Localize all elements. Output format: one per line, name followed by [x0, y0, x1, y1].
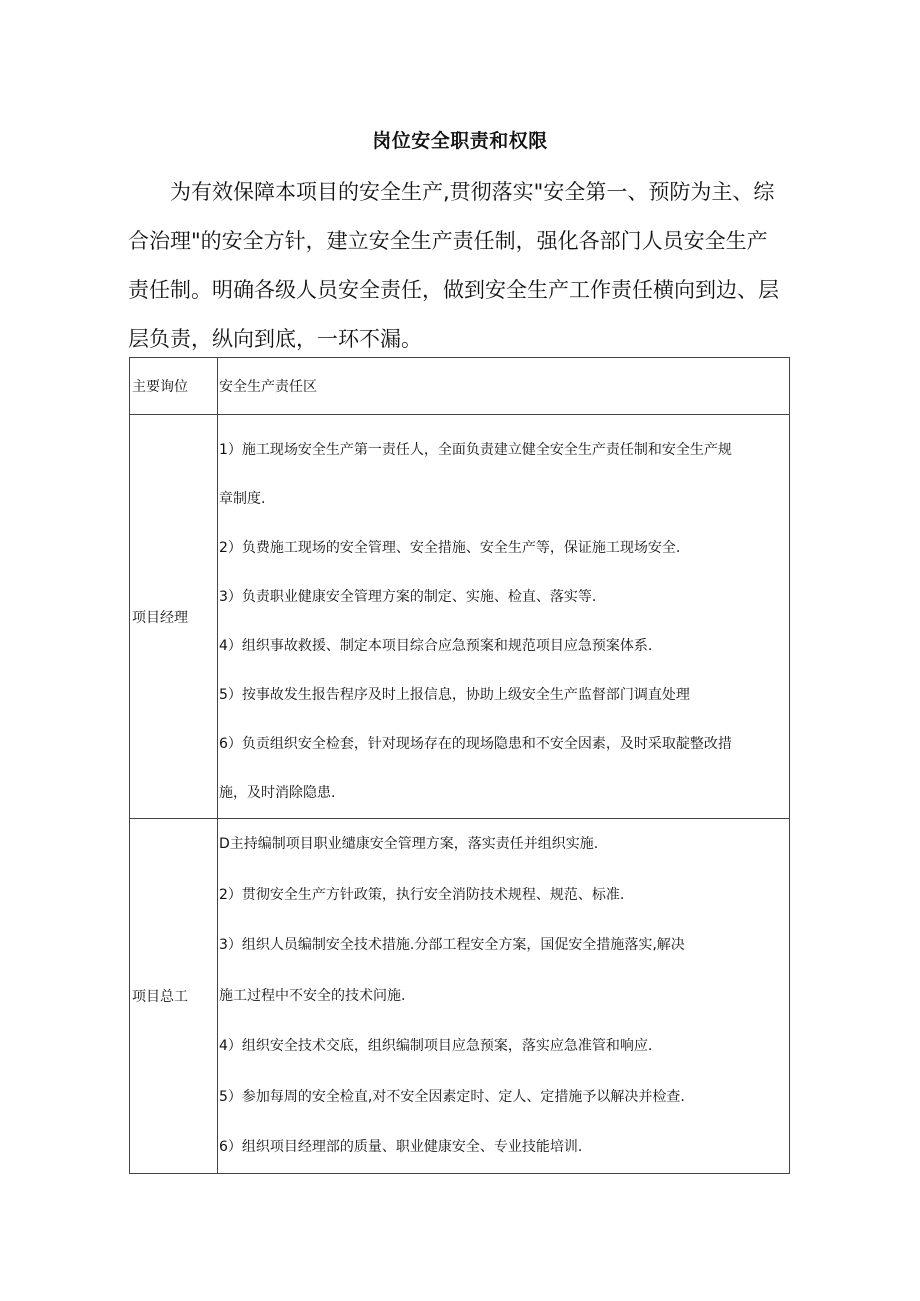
duty-line: 2）贯彻安全生产方针政策，执行安全消防技术规程、规范、标准.	[219, 886, 625, 903]
duty-line: D主持编制项目职业缱康安全管理方案，落实责任并组织实施.	[219, 836, 599, 852]
duty-line: 3）组织人员编制安全技术措施.分部工程安全方案，国促安全措施落实,解决	[219, 937, 685, 953]
intro-paragraph: 为有效保障本项目的安全生产,贯彻落实"安全第一、预防为主、综合治理"的安全方针，建立安全生产责任制，强化各部门人员安全生产责任制。明确各级人员安全责任，做到安全生产工作责任横向到边、层层负责，纵向到底，一环不漏。	[128, 180, 779, 351]
duty-line: 章制度.	[219, 491, 266, 507]
table-row-chief-engineer	[130, 819, 790, 1174]
duty-line: 2）负费施工现场的安全管理、安全措施、安全生产等，保证施工现场安全.	[219, 540, 681, 556]
role-cell: 项目总工	[130, 819, 218, 1174]
duty-line: 5）参加每周的安全检直,对不安全因素定时、定人、定措施予以解决并检查.	[219, 1088, 685, 1105]
header-duty: 安全生产责任区	[218, 358, 790, 415]
duty-line: 4）组织事故救援、制定本项目综合应急预案和规范项目应急预案体系.	[219, 638, 653, 654]
duty-line: 4）组织安全技术交底，组织编制项目应急预案，落实应急准管和响应.	[219, 1038, 653, 1054]
header-role: 主要询位	[130, 358, 218, 415]
duty-line: 6）负贡组织安全检套，针对现场存在的现场隐患和不安全因素，及时采取靛整改措	[219, 736, 732, 752]
duty-cell	[218, 415, 790, 819]
duty-cell	[218, 819, 790, 1174]
duty-line: 施，及时消除隐患.	[219, 785, 336, 801]
duty-line: 3）负责职业健康安全管理方案的制定、实施、检直、落实等.	[219, 589, 597, 605]
table-row-project-manager	[130, 415, 790, 819]
document-title: 岗位安全职责和权限	[372, 130, 548, 152]
duty-line: 6）组织项目经理部的质量、职业健康安全、专业技能培训.	[219, 1139, 583, 1155]
table-header-row	[130, 358, 790, 415]
duty-line: 1）施工现场安全生产第一责任人，全面负责建立健全安全生产责任制和安全生产规	[219, 442, 732, 458]
duty-line: 施工过程中不安全的技术问施.	[219, 987, 406, 1004]
role-cell: 项目经理	[130, 415, 218, 819]
responsibility-table	[129, 357, 790, 1174]
duty-line: 5）按事故发生报告程序及时上报信息，协助上级安全生产监督部门调直处理	[219, 687, 690, 703]
